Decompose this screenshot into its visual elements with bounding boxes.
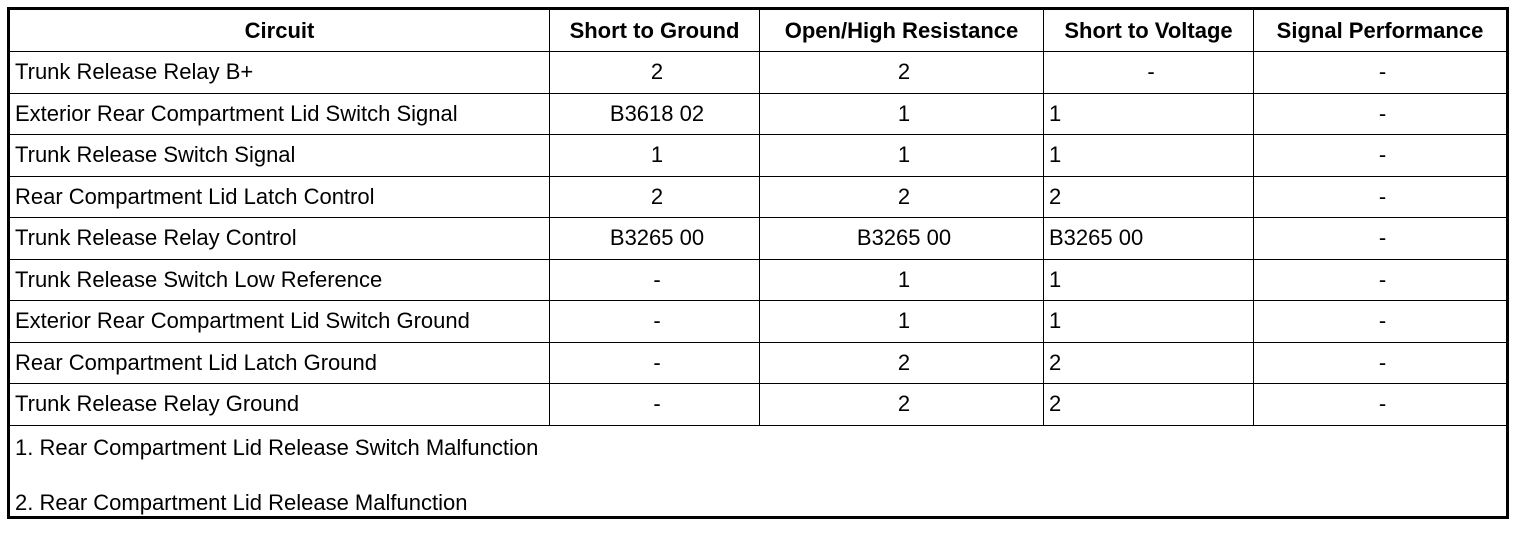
table-row: [9, 93, 1508, 135]
table-header-row: [9, 9, 1508, 52]
cell-circuit: Trunk Release Relay Ground: [9, 384, 550, 426]
cell-circuit: Trunk Release Relay Control: [9, 218, 550, 260]
cell-signal-performance: -: [1254, 135, 1508, 177]
table-notes-row: [9, 425, 1508, 517]
cell-short-to-ground: -: [550, 259, 760, 301]
table-row: [9, 342, 1508, 384]
header-short-to-voltage: Short to Voltage: [1044, 9, 1254, 52]
cell-open-high-resistance: 1: [760, 259, 1044, 301]
cell-circuit: Trunk Release Relay B+: [9, 52, 550, 94]
cell-open-high-resistance: 2: [760, 52, 1044, 94]
table-notes: [9, 425, 1508, 517]
cell-short-to-ground: -: [550, 384, 760, 426]
footnote-2: 2. Rear Compartment Lid Release Malfunction: [15, 489, 468, 515]
header-circuit: Circuit: [9, 9, 550, 52]
table-row: [9, 176, 1508, 218]
cell-signal-performance: -: [1254, 384, 1508, 426]
cell-short-to-ground: -: [550, 342, 760, 384]
cell-circuit: Rear Compartment Lid Latch Control: [9, 176, 550, 218]
document-page: [7, 7, 1509, 519]
table-row: [9, 301, 1508, 343]
header-short-to-ground: Short to Ground: [550, 9, 760, 52]
cell-short-to-voltage: 1: [1044, 135, 1254, 177]
table-row: [9, 384, 1508, 426]
cell-open-high-resistance: 2: [760, 342, 1044, 384]
table-row: [9, 52, 1508, 94]
cell-open-high-resistance: B3265 00: [760, 218, 1044, 260]
cell-short-to-voltage: 1: [1044, 301, 1254, 343]
cell-signal-performance: -: [1254, 301, 1508, 343]
cell-signal-performance: -: [1254, 342, 1508, 384]
cell-open-high-resistance: 2: [760, 176, 1044, 218]
cell-short-to-voltage: 2: [1044, 384, 1254, 426]
cell-circuit: Trunk Release Switch Low Reference: [9, 259, 550, 301]
table-row: [9, 218, 1508, 260]
cell-signal-performance: -: [1254, 259, 1508, 301]
cell-circuit: Exterior Rear Compartment Lid Switch Ground: [9, 301, 550, 343]
cell-short-to-ground: 1: [550, 135, 760, 177]
cell-signal-performance: -: [1254, 52, 1508, 94]
cell-signal-performance: -: [1254, 176, 1508, 218]
cell-short-to-voltage: B3265 00: [1044, 218, 1254, 260]
cell-short-to-ground: 2: [550, 52, 760, 94]
cell-short-to-voltage: 1: [1044, 259, 1254, 301]
cell-circuit: Rear Compartment Lid Latch Ground: [9, 342, 550, 384]
table-row: [9, 259, 1508, 301]
cell-short-to-ground: B3265 00: [550, 218, 760, 260]
cell-signal-performance: -: [1254, 93, 1508, 135]
cell-short-to-ground: B3618 02: [550, 93, 760, 135]
cell-circuit: Exterior Rear Compartment Lid Switch Signal: [9, 93, 550, 135]
footnote-1: 1. Rear Compartment Lid Release Switch Malfunction: [15, 434, 539, 460]
cell-short-to-voltage: 1: [1044, 93, 1254, 135]
cell-short-to-voltage: -: [1044, 52, 1254, 94]
cell-short-to-voltage: 2: [1044, 342, 1254, 384]
cell-short-to-voltage: 2: [1044, 176, 1254, 218]
header-open-high-resistance: Open/High Resistance: [760, 9, 1044, 52]
cell-open-high-resistance: 1: [760, 135, 1044, 177]
cell-signal-performance: -: [1254, 218, 1508, 260]
table-row: [9, 135, 1508, 177]
cell-short-to-ground: -: [550, 301, 760, 343]
cell-open-high-resistance: 1: [760, 301, 1044, 343]
cell-open-high-resistance: 1: [760, 93, 1044, 135]
cell-short-to-ground: 2: [550, 176, 760, 218]
cell-open-high-resistance: 2: [760, 384, 1044, 426]
header-signal-performance: Signal Performance: [1254, 9, 1508, 52]
cell-circuit: Trunk Release Switch Signal: [9, 135, 550, 177]
circuit-fault-table: [7, 7, 1509, 519]
